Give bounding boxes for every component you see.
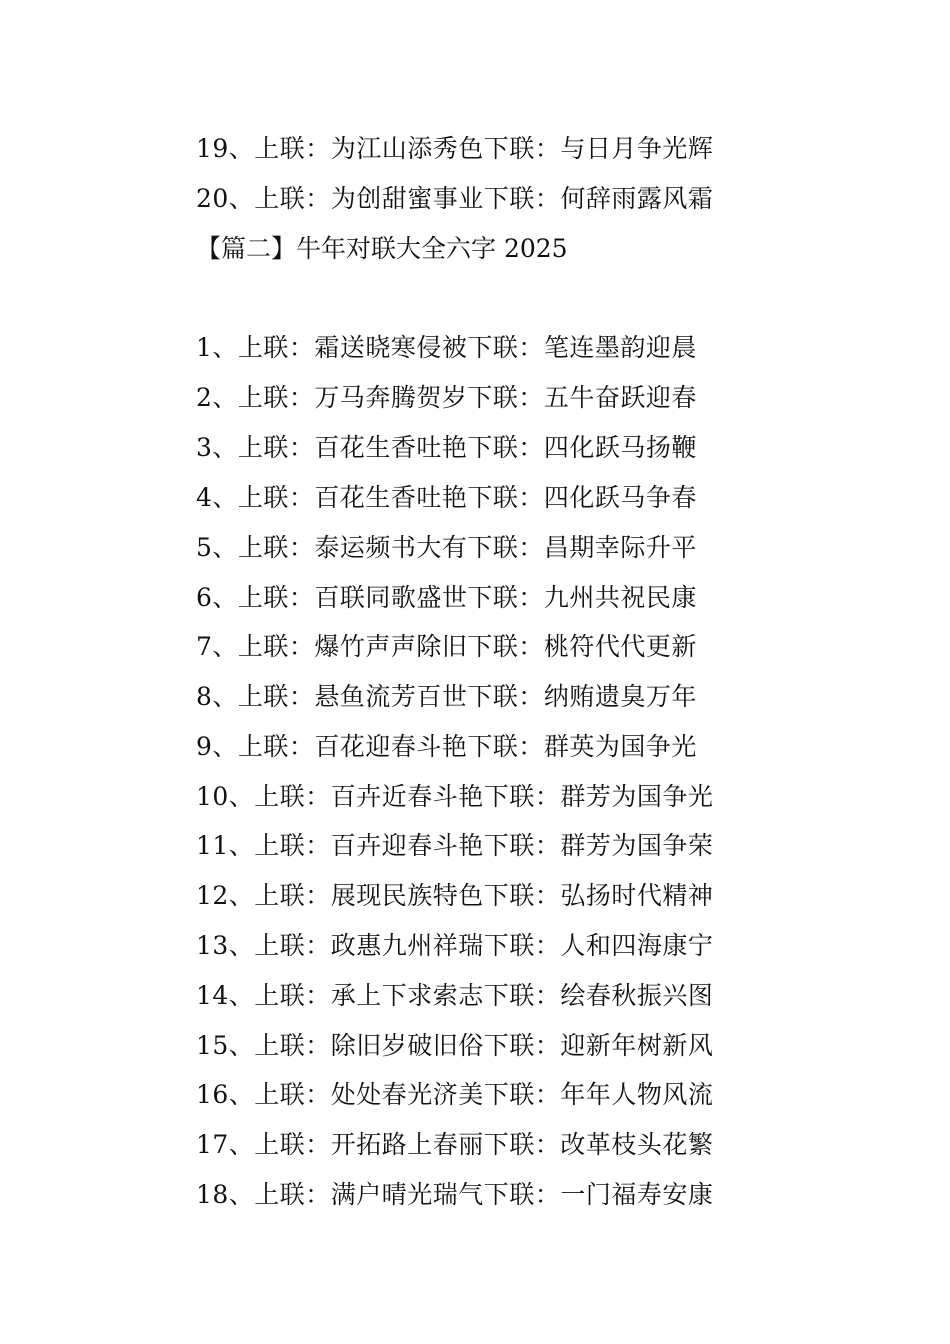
couplet-line-15: 15、上联：除旧岁破旧俗下联：迎新年树新风 — [196, 1031, 714, 1060]
couplet-line-17: 17、上联：开拓路上春丽下联：改革枝头花繁 — [196, 1130, 714, 1159]
couplet-line-12: 12、上联：展现民族特色下联：弘扬时代精神 — [196, 881, 714, 910]
section-title: 【篇二】牛年对联大全六字 2025 — [196, 234, 568, 263]
couplet-line-13: 13、上联：政惠九州祥瑞下联：人和四海康宁 — [196, 931, 714, 960]
couplet-line-6: 6、上联：百联同歌盛世下联：九州共祝民康 — [196, 583, 697, 612]
couplet-line-20: 20、上联：为创甜蜜事业下联：何辞雨露风霜 — [196, 184, 714, 213]
couplet-line-11: 11、上联：百卉迎春斗艳下联：群芳为国争荣 — [196, 831, 714, 860]
couplet-line-5: 5、上联：泰运频书大有下联：昌期幸际升平 — [196, 533, 697, 562]
couplet-line-2: 2、上联：万马奔腾贺岁下联：五牛奋跃迎春 — [196, 383, 697, 412]
couplet-line-4: 4、上联：百花生香吐艳下联：四化跃马争春 — [196, 483, 697, 512]
couplet-line-1: 1、上联：霜送晓寒侵被下联：笔连墨韵迎晨 — [196, 333, 697, 362]
couplet-line-9: 9、上联：百花迎春斗艳下联：群英为国争光 — [196, 732, 697, 761]
couplet-line-3: 3、上联：百花生香吐艳下联：四化跃马扬鞭 — [196, 433, 697, 462]
couplet-line-7: 7、上联：爆竹声声除旧下联：桃符代代更新 — [196, 632, 697, 661]
couplet-line-8: 8、上联：悬鱼流芳百世下联：纳贿遗臭万年 — [196, 682, 697, 711]
couplet-line-10: 10、上联：百卉近春斗艳下联：群芳为国争光 — [196, 782, 714, 811]
couplet-line-16: 16、上联：处处春光济美下联：年年人物风流 — [196, 1080, 714, 1109]
couplet-line-19: 19、上联：为江山添秀色下联：与日月争光辉 — [196, 134, 714, 163]
couplet-line-14: 14、上联：承上下求索志下联：绘春秋振兴图 — [196, 981, 714, 1010]
couplet-line-18: 18、上联：满户晴光瑞气下联：一门福寿安康 — [196, 1180, 714, 1209]
